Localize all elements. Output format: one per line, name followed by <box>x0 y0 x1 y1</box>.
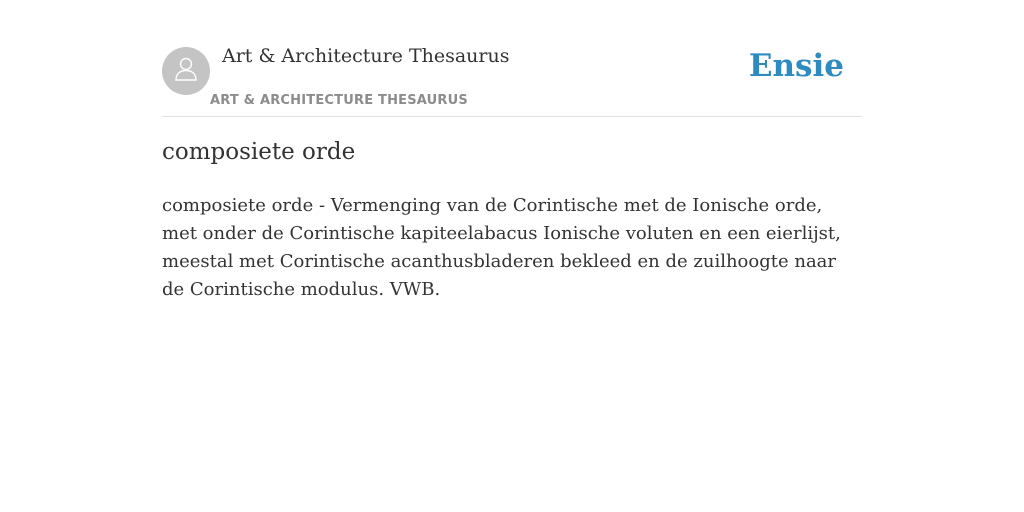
definition-text: composiete orde - Vermenging van de Corintische met de Ionische orde, met onder de Corintische kapiteelabacus Ionische voluten en een eierlijst, meestal met Corintische acanthusbladeren bekleed en de zuilhoogte naar de Corintische modulus. VWB. <box>162 195 841 300</box>
page-title: composiete orde <box>162 139 356 165</box>
ensie-logo[interactable]: Ensie <box>748 48 844 84</box>
source-label[interactable]: ART & ARCHITECTURE THESAURUS <box>210 93 468 108</box>
user-icon <box>172 55 200 87</box>
header <box>162 0 862 117</box>
author-name[interactable]: Art & Architecture Thesaurus <box>222 45 510 67</box>
page-container <box>162 0 862 300</box>
avatar[interactable] <box>162 47 210 95</box>
